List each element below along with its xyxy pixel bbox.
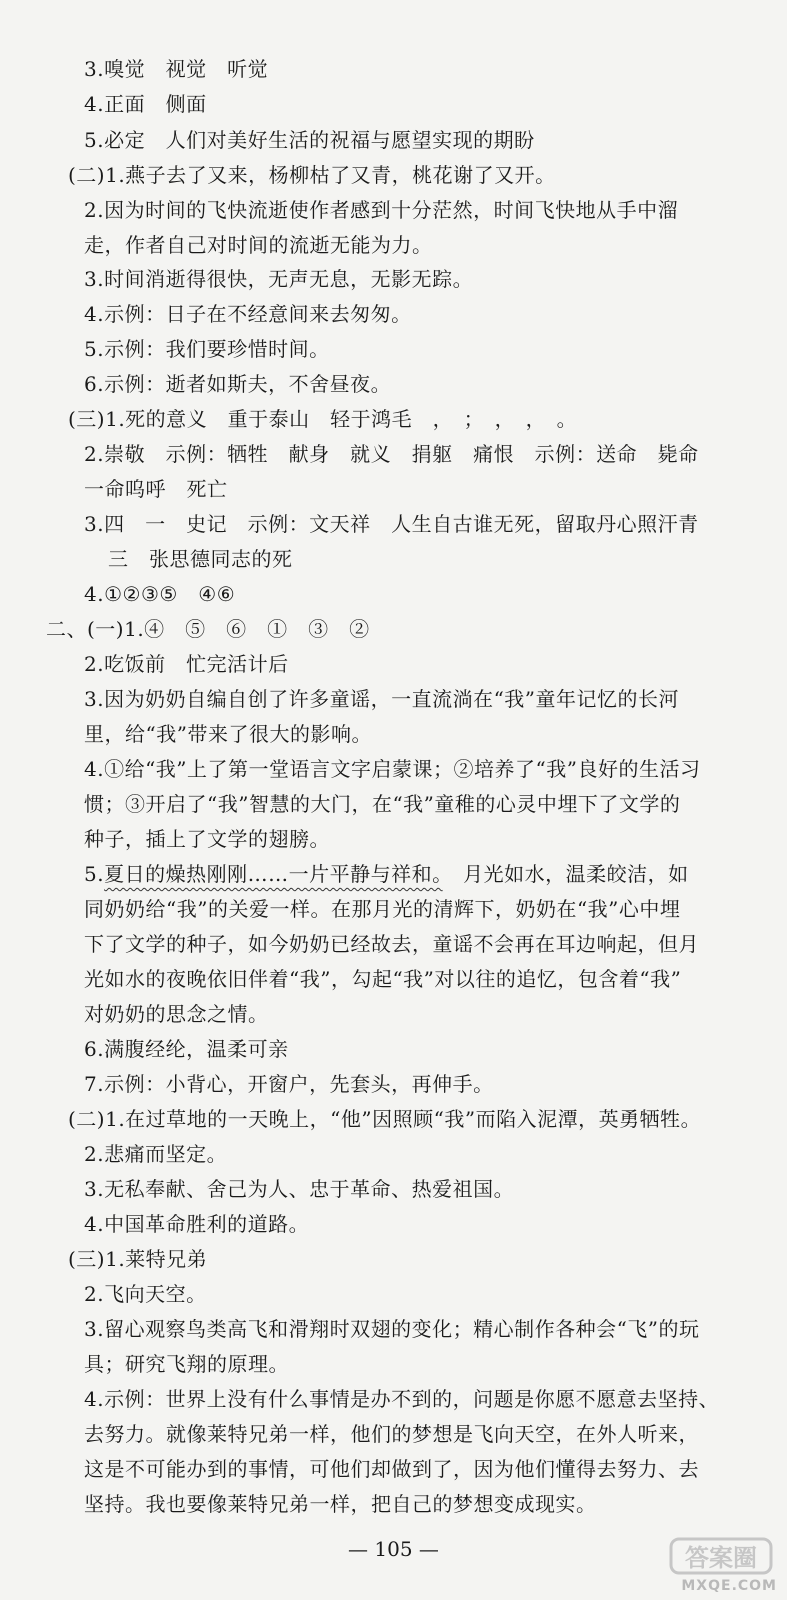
- answer-line: 4.示例：日子在不经意间来去匆匆。: [84, 302, 412, 326]
- answer-line: 光如水的夜晚依旧伴着“我”，勾起“我”对以往的追忆，包含着“我”: [84, 967, 682, 991]
- answer-line: 里，给“我”带来了很大的影响。: [84, 722, 372, 746]
- answer-line: 3.因为奶奶自编自创了许多童谣，一直流淌在“我”童年记忆的长河: [84, 687, 680, 711]
- answer-line: 7.示例：小背心，开窗户，先套头，再伸手。: [84, 1072, 494, 1096]
- answer-line: 种子，插上了文学的翅膀。: [84, 827, 330, 851]
- answer-line: 三 张思德同志的死: [108, 547, 293, 571]
- answer-line: 4.中国革命胜利的道路。: [84, 1212, 310, 1236]
- answer-line: 走，作者自己对时间的流逝无能为力。: [84, 233, 433, 257]
- answer-line: 2.因为时间的飞快流逝使作者感到十分茫然，时间飞快地从手中溜: [84, 198, 679, 222]
- answer-line: 惯；③开启了“我”智慧的大门，在“我”童稚的心灵中埋下了文学的: [84, 792, 681, 816]
- answer-line: 对奶奶的思念之情。: [84, 1002, 269, 1026]
- answer-line: 2.吃饭前 忙完活计后: [84, 652, 289, 676]
- answer-line-5: [84, 861, 787, 887]
- answer-line: (三)1.死的意义 重于泰山 轻于鸿毛 ， ； ， ， 。: [68, 407, 578, 431]
- answer-line: 同奶奶给“我”的关爱一样。在那月光的清辉下，奶奶在“我”心中埋: [84, 897, 681, 921]
- answer-line: 具；研究飞翔的原理。: [84, 1352, 289, 1376]
- answer-line: 4.①②③⑤ ④⑥: [84, 582, 236, 606]
- answer-line: 下了文学的种子，如今奶奶已经故去，童谣不会再在耳边响起，但月: [84, 932, 699, 956]
- answer-line: 4.示例：世界上没有什么事情是办不到的，问题是你愿不愿意去坚持、: [84, 1387, 720, 1411]
- answer-line: (二)1.在过草地的一天晚上，“他”因照顾“我”而陷入泥潭，英勇牺牲。: [68, 1107, 702, 1131]
- answer-line: 6.满腹经纶，温柔可亲: [84, 1037, 289, 1061]
- answer-line: 5.示例：我们要珍惜时间。: [84, 337, 330, 361]
- answer-line: 2.悲痛而坚定。: [84, 1142, 228, 1166]
- answer-line: 5.必定 人们对美好生活的祝福与愿望实现的期盼: [84, 128, 535, 152]
- page-number: — 105 —: [348, 1537, 439, 1561]
- answer-line: (三)1.莱特兄弟: [68, 1247, 208, 1271]
- answer-line: 一命呜呼 死亡: [84, 477, 228, 501]
- answer-line: 3.嗅觉 视觉 听觉: [84, 57, 269, 81]
- item-number: 5.: [84, 862, 105, 886]
- answer-line: 2.飞向天空。: [84, 1282, 207, 1306]
- answer-line: 3.留心观察鸟类高飞和滑翔时双翅的变化；精心制作各种会“飞”的玩: [84, 1317, 700, 1341]
- answer-line: 4.①给“我”上了第一堂语言文字启蒙课；②培养了“我”良好的生活习: [84, 757, 701, 781]
- answer-line: 这是不可能办到的事情，可他们却做到了，因为他们懂得去努力、去: [84, 1457, 699, 1481]
- answer-line: (二)1.燕子去了又来，杨柳枯了又青，桃花谢了又开。: [68, 163, 556, 187]
- answer-line: 3.时间消逝得很快，无声无息，无影无踪。: [84, 267, 474, 291]
- answer-line: 6.示例：逝者如斯夫，不舍昼夜。: [84, 372, 392, 396]
- answer-line: 4.正面 侧面: [84, 92, 207, 116]
- answer-line: 二、(一)1.④ ⑤ ⑥ ① ③ ②: [46, 617, 370, 641]
- answer-line: 去努力。就像莱特兄弟一样，他们的梦想是飞向天空，在外人听来，: [84, 1422, 699, 1446]
- answer-line: 2.崇敬 示例：牺牲 献身 就义 捐躯 痛恨 示例：送命 毙命: [84, 442, 699, 466]
- watermark-logo-text: 答案圈: [685, 1544, 757, 1572]
- answer-line: 坚持。我也要像莱特兄弟一样，把自己的梦想变成现实。: [84, 1492, 597, 1516]
- answer-line: 3.四 一 史记 示例：文天祥 人生自古谁无死，留取丹心照汗青: [84, 512, 699, 536]
- watermark-site: MXQE.COM: [681, 1578, 777, 1594]
- answer-line: 3.无私奉献、舍己为人、忠于革命、热爱祖国。: [84, 1177, 515, 1201]
- answer-text: 月光如水，温柔皎洁，如: [442, 862, 689, 886]
- wavy-underlined-quote: 夏日的燥热刚刚……一片平静与祥和。: [104, 862, 443, 886]
